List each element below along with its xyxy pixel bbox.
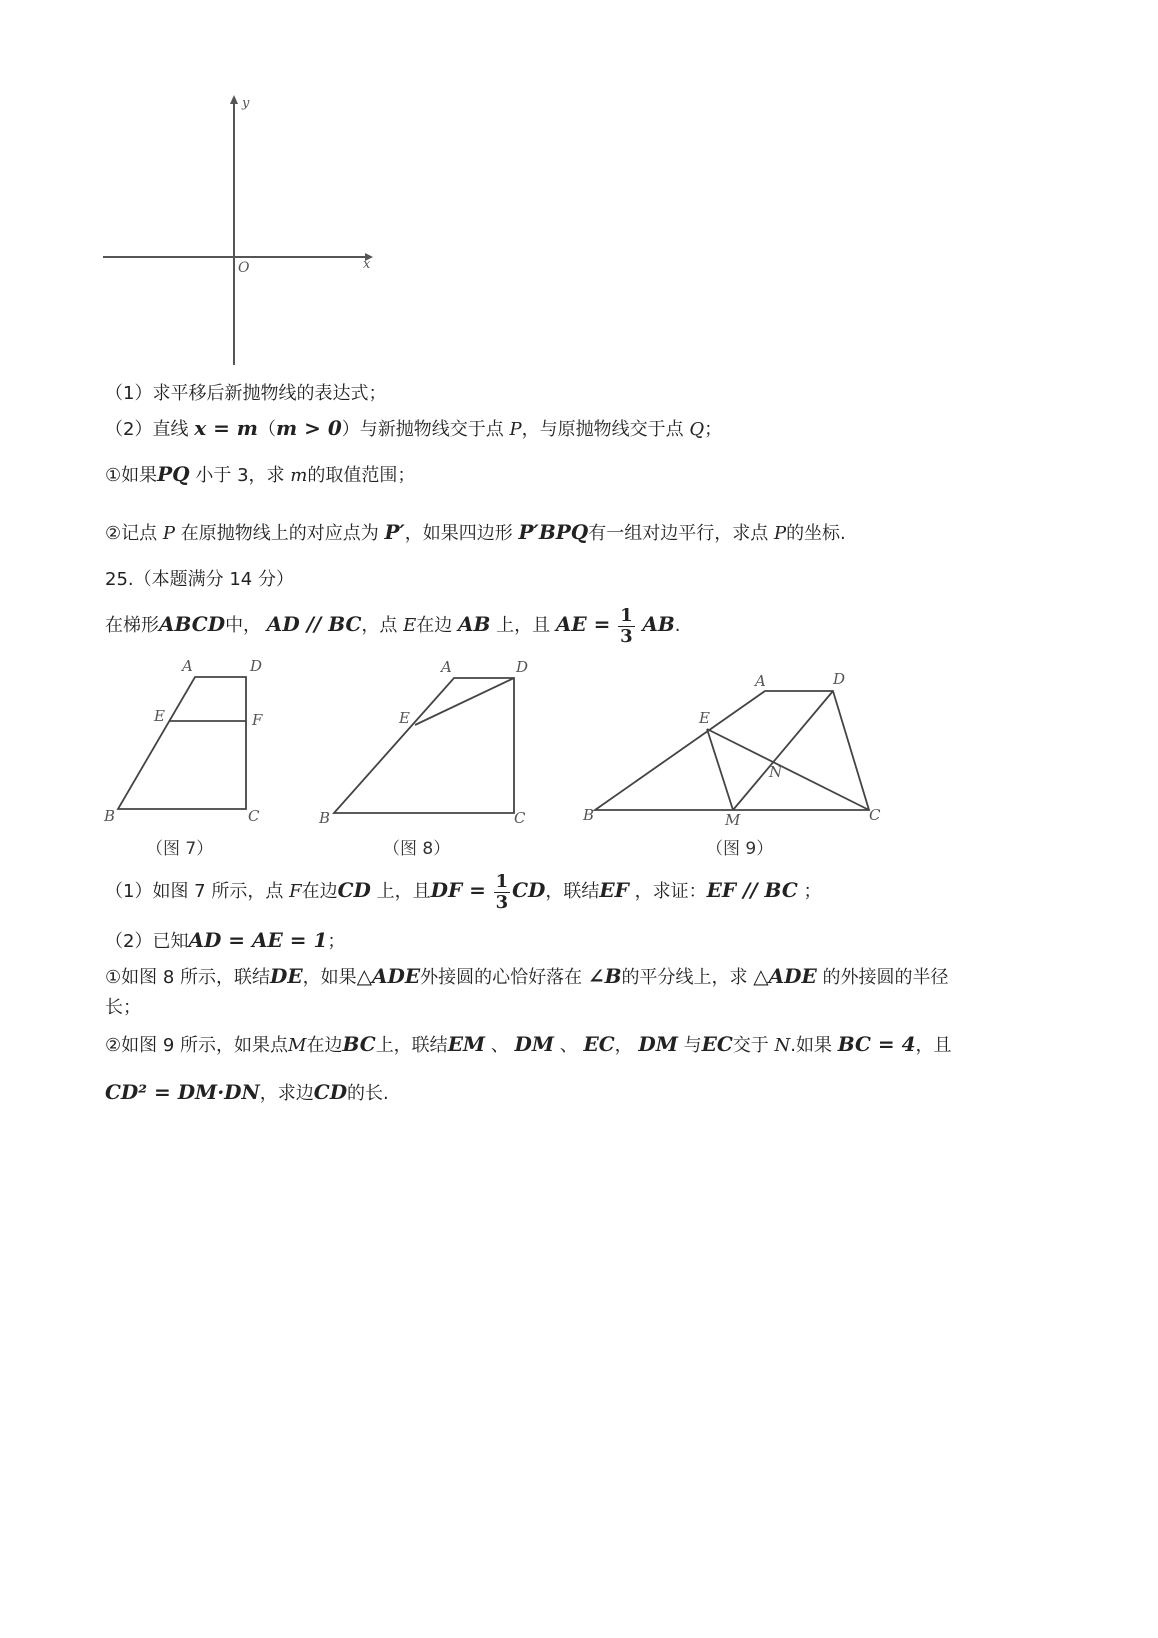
q24-sub2-p: P [162,523,175,544]
q24-part2-paren-close: ） [341,419,360,440]
q25-intro-mid2: ，点 [361,615,398,636]
q24-part2 [105,414,722,444]
q24-sub2-mid: 在原抛物线上的对应点为 [180,523,379,544]
q25-intro-ab2: AB [642,612,675,636]
q25-sub2-bc: BC [342,1032,376,1056]
q25-intro-mid4: 上，且 [496,615,551,636]
q25-sub2-mid5: .如果 [790,1035,833,1056]
q25-sub2-ec2: EC [701,1032,733,1056]
q25-sub2-sep3: ， [614,1035,633,1056]
q25-part2-eq: AD = AE = 1 [188,928,328,952]
q25-sub2-end2: 的长. [347,1083,389,1104]
q25-intro-end: . [674,615,681,636]
q25-intro-frac-den: 3 [620,625,633,647]
q25-intro-ab: AB [458,612,491,636]
q25-sub1-de: DE [270,964,303,988]
q24-part2-mid: 与新抛物线交于点 [359,419,504,440]
fig8-segment-de [415,678,514,725]
q25-sub2-bc-eq: BC = 4 [837,1032,916,1056]
q25-intro-e: E [403,615,417,636]
q25-sub1-cont-text: 长； [105,997,141,1018]
q25-intro-frac-num: 1 [620,604,633,626]
q24-sub2-lead: ②记点 [105,523,158,544]
q24-sub1-pq: PQ [157,462,190,486]
q25-part1-cd: CD [337,878,371,902]
q25-part1-end: ； [803,881,822,902]
q25-part1 [105,866,821,916]
q25-sub2-ec: EC [583,1032,615,1056]
q24-part2-point-q: Q [689,419,705,440]
q24-part2-end: ； [704,419,723,440]
q25-intro-ae-eq: AE = [555,612,611,636]
fig8-caption: （图 8） [383,839,451,859]
q25-sub2-mid6: ，且 [915,1035,952,1056]
q25-sub2-eq2: CD² = DM·DN [105,1080,260,1104]
q24-sub2-pprime: P′ [384,520,405,544]
q25-sub1-mid3: 的平分线上，求 [621,967,748,988]
q25-intro-fraction [618,606,635,647]
q24-part2-cond: m > 0 [275,416,342,440]
fig7-label-c: C [248,807,260,825]
q24-sub1-m: m [290,465,308,486]
fig8-label-b: B [319,809,331,827]
q25-sub2 [105,1030,952,1060]
q25-intro-lead: 在梯形 [105,615,159,636]
q25-part1-lead: （1）如图 7 所示，点 [105,881,284,902]
q24-part2-mid2: ，与原抛物线交于点 [521,419,684,440]
origin-label: O [238,260,250,276]
q25-part1-proof: EF // BC [706,878,798,902]
q25-sub2-cont [105,1078,389,1108]
fig9-label-e: E [699,709,710,727]
q25-sub2-mid4: 交于 [732,1035,769,1056]
q25-sub1-mid: ，如果 [302,967,357,988]
y-axis-label: y [242,96,250,111]
fig8-label-e: E [399,709,410,727]
q24-sub2-mid2: ，如果四边形 [404,523,513,544]
q25-part2-lead: （2）已知 [105,931,189,952]
figure-7 [100,655,275,830]
q25-part1-mid4: ，求证： [634,881,707,902]
q25-intro-abcd: ABCD [159,612,226,636]
q25-sub2-lead: ②如图 9 所示，如果点 [105,1035,289,1056]
q25-sub2-em: EM [447,1032,486,1056]
q25-intro-mid: 中， [225,615,262,636]
q25-part2 [105,926,345,956]
q24-sub1-end: 的取值范围； [307,465,416,486]
fig9-label-m: M [725,811,741,829]
fig9-label-a: A [755,672,766,690]
q25-part1-ef: EF [599,878,629,902]
q25-heading [105,566,294,594]
q25-part2-end: ； [327,931,346,952]
q25-sub1-triangle2: △ADE [753,964,817,988]
x-axis-label: x [363,257,371,272]
q24-part2-point-p: P [509,419,522,440]
q25-part1-frac-den: 3 [495,891,509,913]
q24-sub1-mid: 小于 3，求 [195,465,285,486]
q24-part1 [105,380,386,408]
q25-heading-text: 25.（本题满分 14 分） [105,569,294,590]
q24-part2-line-eq: x = m [194,416,258,440]
q24-part2-lead: （2）直线 [105,419,189,440]
q25-sub1-triangle: △ADE [356,964,421,988]
fig9-label-n: N [769,763,783,781]
q24-sub2-quad: P′BPQ [518,520,589,544]
fig8-trapezoid [334,678,514,813]
q24-sub1-lead: ①如果 [105,465,158,486]
q25-sub1 [105,962,949,992]
fig7-label-a: A [182,657,193,675]
fig7-trapezoid [118,677,246,809]
q25-sub1-angle: ∠B [587,964,622,988]
q25-sub2-mid3: 与 [683,1035,702,1056]
q25-sub2-dm2: DM [638,1032,678,1056]
q25-sub2-sep2: 、 [559,1035,578,1056]
y-axis-arrow [230,95,238,104]
q24-sub2-p2: P [773,523,787,544]
fig7-label-f: F [252,711,263,729]
q24-sub2 [105,518,846,548]
fig9-caption: （图 9） [706,839,774,859]
q25-part1-mid3: ，联结 [545,881,600,902]
q25-part1-mid: 在边 [301,881,338,902]
q24-sub1 [105,460,415,490]
q25-part1-mid2: 上，且 [376,881,431,902]
q25-sub2-m: M [288,1035,307,1056]
q24-sub2-end: 的坐标. [786,523,846,544]
fig8-label-d: D [516,658,529,676]
fig8-label-a: A [441,658,452,676]
fig9-segment-ec [707,729,869,810]
fig9-label-c: C [869,806,881,824]
q25-sub2-mid: 在边 [306,1035,343,1056]
q25-sub1-cont [105,994,141,1022]
fig9-label-b: B [583,806,595,824]
fig7-label-d: D [250,657,263,675]
q24-part2-paren-open: （ [257,419,276,440]
fig9-trapezoid [595,691,869,810]
q25-intro-parallel: AD // BC [266,612,362,636]
q24-part1-text: （1）求平移后新抛物线的表达式； [105,383,387,404]
q25-sub1-mid2: 外接圆的心恰好落在 [420,967,583,988]
q24-sub2-mid3: 有一组对边平行，求点 [588,523,769,544]
q25-sub2-n: N [774,1035,791,1056]
q25-intro [105,600,681,650]
fig7-label-b: B [104,807,116,825]
q25-sub2-dm: DM [514,1032,555,1056]
fig8-label-c: C [514,809,526,827]
q25-sub2-end: ，求边 [259,1083,314,1104]
q25-part1-cd2: CD [512,878,546,902]
q25-sub2-sep1: 、 [490,1035,509,1056]
q25-sub2-mid2: 上，联结 [375,1035,448,1056]
q25-part1-fraction [494,872,511,913]
fig9-segment-em [707,729,733,810]
fig9-label-d: D [833,670,846,688]
q25-sub1-lead: ①如图 8 所示，联结 [105,967,271,988]
q25-sub2-cd: CD [313,1080,348,1104]
q25-intro-mid3: 在边 [416,615,453,636]
q25-part1-f: F [289,881,302,902]
fig7-caption: （图 7） [146,839,214,859]
figure-9 [575,665,895,830]
fig7-label-e: E [154,707,165,725]
coordinate-axes-figure [95,90,385,370]
q25-part1-df-eq: DF = [430,878,486,902]
figure-8 [315,655,540,830]
q25-part1-frac-num: 1 [495,870,509,892]
q25-sub1-end: 的外接圆的半径 [822,967,949,988]
